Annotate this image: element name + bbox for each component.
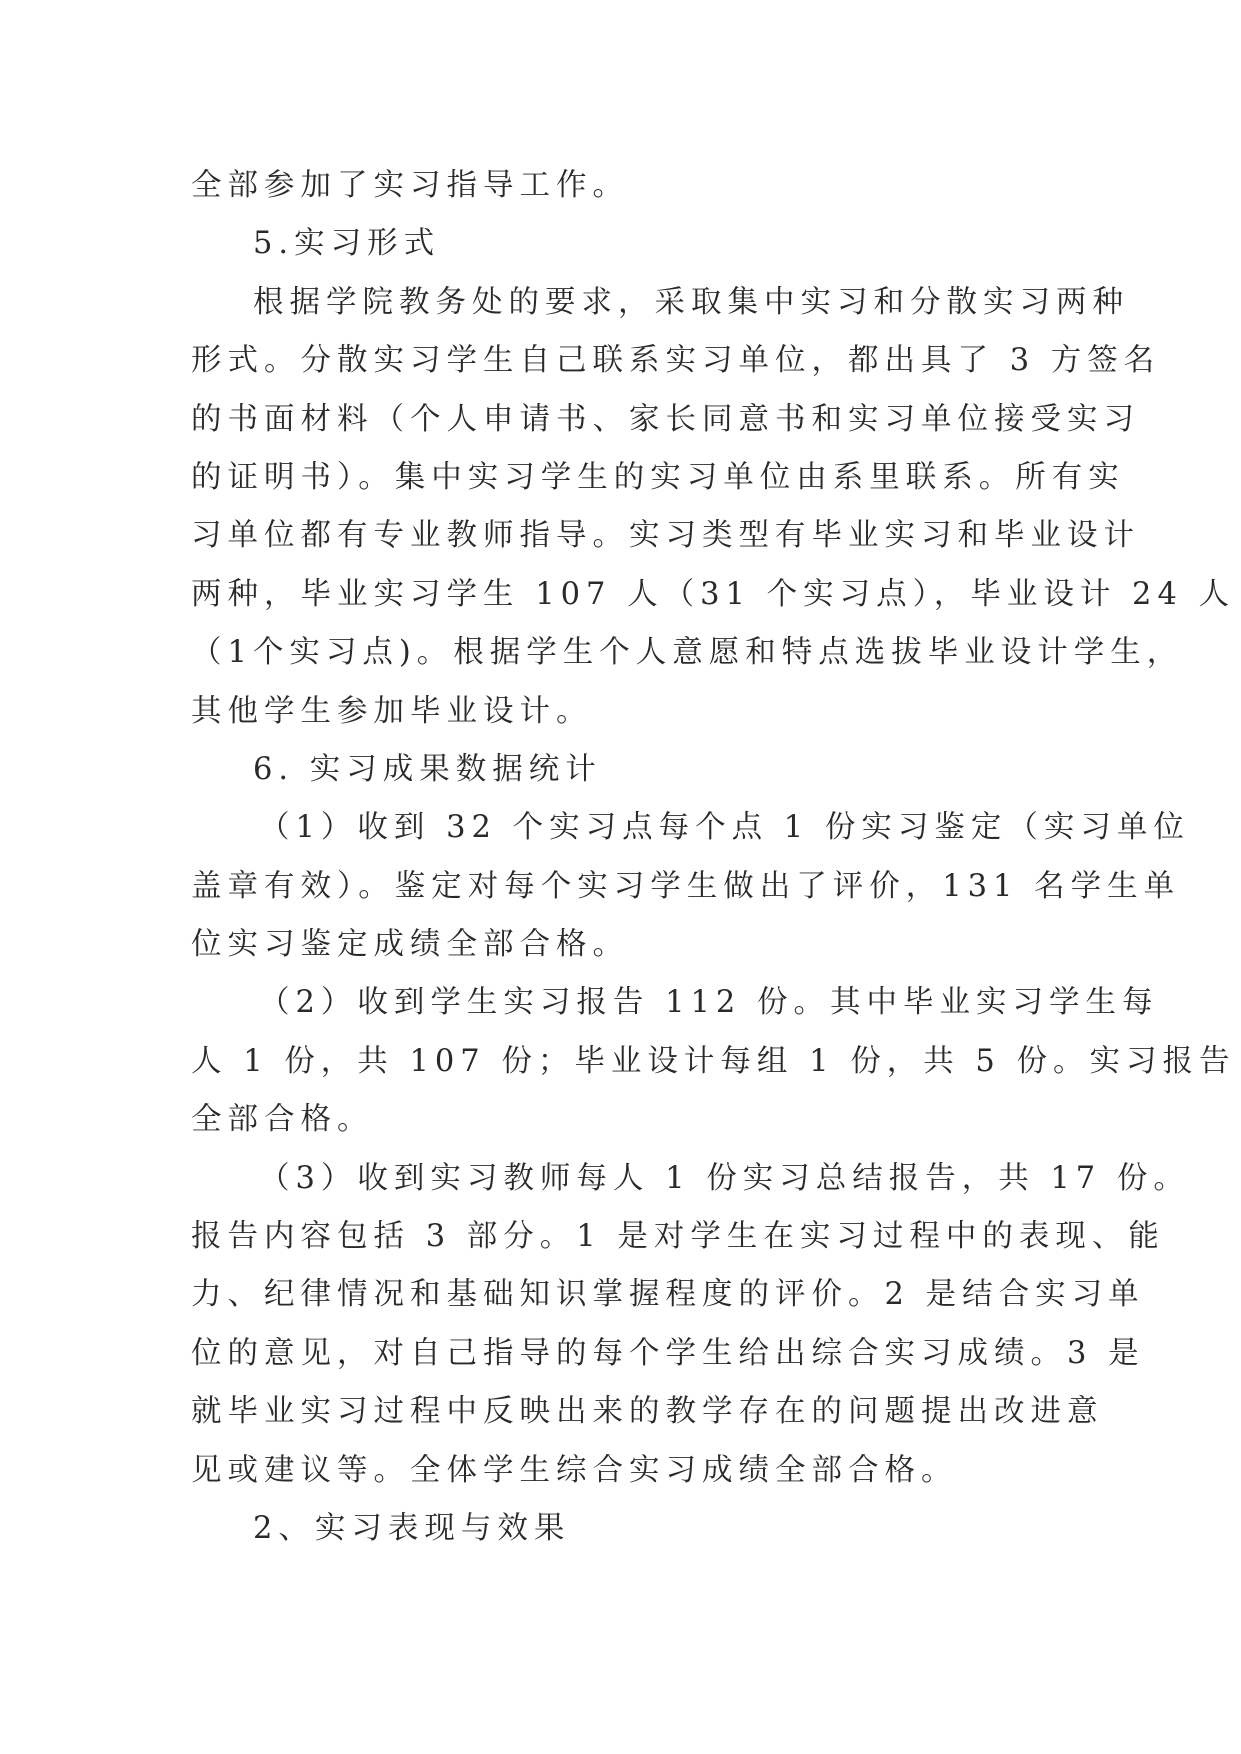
text-line: 其他学生参加毕业设计。: [191, 693, 593, 729]
text-line: （1个实习点)。根据学生个人意愿和特点选拔毕业设计学生，: [191, 635, 1184, 671]
text-line: 全部合格。: [191, 1102, 374, 1138]
text-line: 位的意见，对自己指导的每个学生给出综合实习成绩。3 是: [191, 1335, 1145, 1371]
text-line: 报告内容包括 3 部分。1 是对学生在实习过程中的表现、能: [191, 1219, 1165, 1255]
text-line: 见或建议等。全体学生综合实习成绩全部合格。: [191, 1452, 958, 1488]
document-body: [191, 157, 1236, 1558]
text-line: 习单位都有专业教师指导。实习类型有毕业实习和毕业设计: [191, 518, 1140, 554]
text-line: 全部参加了实习指导工作。: [191, 168, 629, 203]
text-line: 力、纪律情况和基础知识掌握程度的评价。2 是结合实习单: [191, 1277, 1145, 1313]
text-line: （3）收到实习教师每人 1 份实习总结报告，共 17 份。: [259, 1160, 1190, 1196]
text-line: 人 1 份，共 107 份；毕业设计每组 1 份，共 5 份。实习报告: [191, 1043, 1236, 1079]
text-line: 根据学院教务处的要求，采取集中实习和分散实习两种: [253, 284, 1129, 320]
section-heading-performance: 2、实习表现与效果: [253, 1510, 571, 1546]
text-line: （2）收到学生实习报告 112 份。其中毕业实习学生每: [259, 985, 1159, 1021]
section-heading-internship-form: 5.实习形式: [253, 226, 441, 262]
text-line: （1）收到 32 个实习点每个点 1 份实习鉴定（实习单位: [259, 810, 1190, 846]
section-heading-results-statistics: 6. 实习成果数据统计: [253, 751, 602, 787]
text-line: 两种，毕业实习学生 107 人（31 个实习点），毕业设计 24 人: [191, 576, 1236, 612]
text-line: 盖章有效）。鉴定对每个实习学生做出了评价，131 名学生单: [191, 868, 1181, 904]
text-line: 的书面材料（个人申请书、家长同意书和实习单位接受实习: [191, 401, 1140, 437]
text-line: 就毕业实习过程中反映出来的教学存在的问题提出改进意: [191, 1394, 1104, 1430]
text-line: 形式。分散实习学生自己联系实习单位，都出具了 3 方签名: [191, 343, 1161, 379]
text-line: 位实习鉴定成绩全部合格。: [191, 927, 629, 963]
text-line: 的证明书）。集中实习学生的实习单位由系里联系。所有实: [191, 459, 1125, 495]
